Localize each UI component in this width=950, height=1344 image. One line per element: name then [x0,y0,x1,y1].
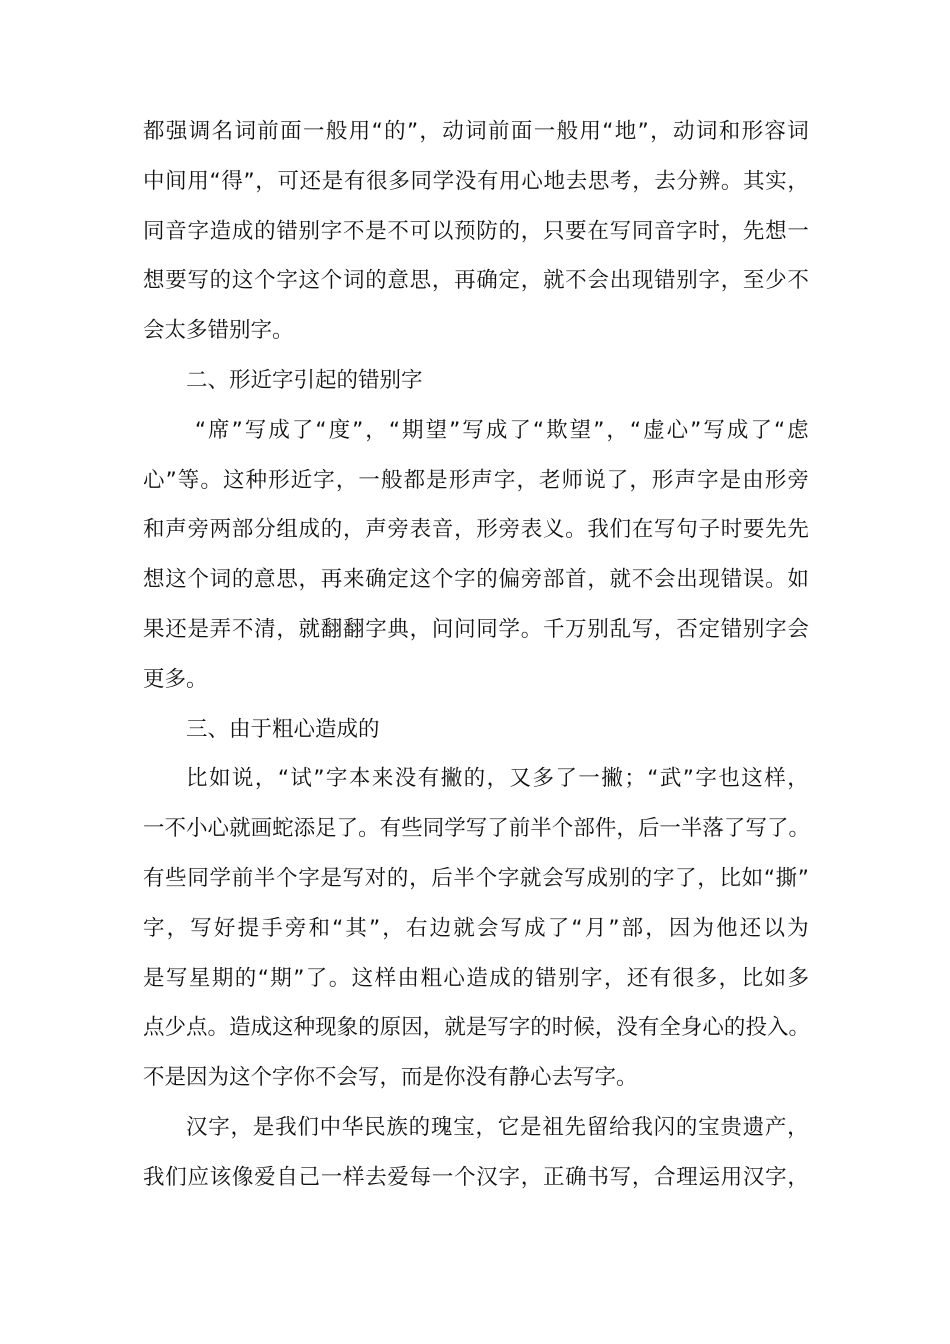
text-line: 二、形近字引起的错别字 [186,367,423,393]
text-line: 字 ， 写 好 提 手 旁 和 “ 其 ” ， 右 边 就 会 写 成 了 “ 月 ” 部 ， 因 为 他 还 以 为 [143,915,809,941]
text-line: 都 强 调 名 词 前 面 一 般 用 “ 的 ” ， 动 词 前 面 一 般 用 “ 地 ” ， 动 词 和 形 容 词 [143,119,809,144]
text-line: 点 少 点 。 造 成 这 种 现 象 的 原 因 ， 就 是 写 字 的 时 候 ， 没 有 全 身 心 的 投 入 。 [143,1015,810,1041]
text-line: 有 些 同 学 前 半 个 字 是 写 对 的 ， 后 半 个 字 就 会 写 成 别 的 字 了 ， 比 如 “ 撕 ” [143,865,809,891]
text-line: 我 们 应 该 像 爱 自 己 一 样 去 爱 每 一 个 汉 字 ， 正 确 书 写 ， 合 理 运 用 汉 字 ， [143,1164,809,1190]
text-line: 会太多错别字。 [143,318,294,344]
text-line: 不是因为这个字你不会写，而是你没有静心去写字。 [143,1065,638,1091]
text-line: 想 这 个 词 的 意 思 ， 再 来 确 定 这 个 字 的 偏 旁 部 首 ， 就 不 会 出 现 错 误 。 如 [143,567,809,593]
text-line: 中 间 用 “ 得 ” ， 可 还 是 有 很 多 同 学 没 有 用 心 地 去 思 考 ， 去 分 辨 。 其 实 ， [143,168,809,194]
text-line: 果 还 是 弄 不 清 ， 就 翻 翻 字 典 ， 问 问 同 学 。 千 万 别 乱 写 ， 否 定 错 别 字 会 [143,616,809,642]
text-line: 同 音 字 造 成 的 错 别 字 不 是 不 可 以 预 防 的 ， 只 要 在 写 同 音 字 时 ， 先 想 一 [143,218,809,244]
text-line: 是 写 星 期 的 “ 期 ” 了 。 这 样 由 粗 心 造 成 的 错 别 字 ， 还 有 很 多 ， 比 如 多 [143,965,809,991]
text-line: 三、由于粗心造成的 [186,716,380,742]
body-text [143,107,809,1203]
text-line: 更多。 [143,666,208,692]
text-line: 想 要 写 的 这 个 字 这 个 词 的 意 思 ， 再 确 定 ， 就 不 会 出 现 错 别 字 ， 至 少 不 [143,268,809,294]
text-line: 和 声 旁 两 部 分 组 成 的 ， 声 旁 表 音 ， 形 旁 表 义 。 我 们 在 写 句 子 时 要 先 先 [143,517,809,543]
text-line: “ 席 ” 写 成 了 “ 度 ” ， “ 期 望 ” 写 成 了 “ 欺 望 ” ， “ 虚 心 ” 写 成 了 “ 虑 [194,417,809,443]
text-line: 心 ” 等 。 这 种 形 近 字 ， 一 般 都 是 形 声 字 ， 老 师 说 了 ， 形 声 字 是 由 形 旁 [143,467,809,493]
text-line: 一 不 小 心 就 画 蛇 添 足 了 。 有 些 同 学 写 了 前 半 个 部 件 ， 后 一 半 落 了 写 了 。 [143,816,810,842]
text-line: 汉 字 ， 是 我 们 中 华 民 族 的 瑰 宝 ， 它 是 祖 先 留 给 我 闪 的 宝 贵 遗 产 ， [186,1114,809,1140]
text-line: 比 如 说 ， “ 试 ” 字 本 来 没 有 撇 的 ， 又 多 了 一 撇 ； “ 武 ” 字 也 这 样 ， [186,766,809,792]
